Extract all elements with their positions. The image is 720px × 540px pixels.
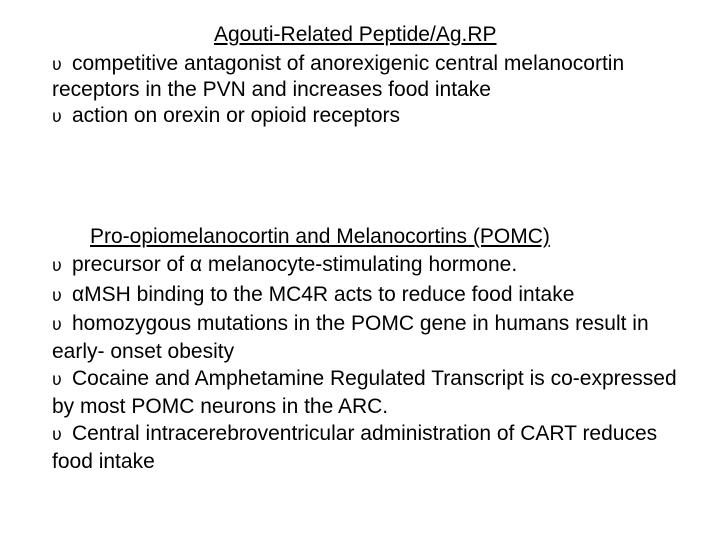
bullet-glyph-icon: υ xyxy=(52,370,62,390)
bullet-text: precursor of α melanocyte-stimulating hormone. xyxy=(72,253,518,276)
section-pomc xyxy=(52,222,692,474)
bullet-text: Central intracerebroventricular administration of CART reduces food intake xyxy=(52,422,658,473)
bullet-item xyxy=(52,421,692,474)
bullet-glyph-icon: υ xyxy=(52,315,62,335)
bullet-text: action on orexin or opioid receptors xyxy=(72,104,401,127)
bullet-item xyxy=(52,104,692,130)
bullet-text: homozygous mutations in the POMC gene in humans result in early- onset obesity xyxy=(52,312,649,363)
bullet-item xyxy=(52,366,692,419)
section-title-agrp: Agouti-Related Peptide/Ag.RP xyxy=(214,23,497,46)
bullet-item xyxy=(52,252,692,280)
bullet-glyph-icon: υ xyxy=(52,256,62,276)
bullet-item xyxy=(52,311,692,364)
bullet-text: αMSH binding to the MC4R acts to reduce food intake xyxy=(72,282,575,306)
bullet-text: Cocaine and Amphetamine Regulated Transcript is co-expressed by most POMC neurons in the ARC. xyxy=(52,367,677,418)
bullet-glyph-icon: υ xyxy=(52,107,62,127)
bullet-text: competitive antagonist of anorexigenic central melanocortin receptors in the PVN and increases food intake xyxy=(52,52,625,101)
bullet-glyph-icon: υ xyxy=(52,285,62,306)
bullet-item xyxy=(52,282,692,310)
bullet-glyph-icon: υ xyxy=(52,425,62,445)
bullet-glyph-icon: υ xyxy=(52,55,62,75)
section-agrp xyxy=(52,20,692,130)
section-title-pomc: Pro-opiomelanocortin and Melanocortins (POMC) xyxy=(90,225,550,248)
bullet-item xyxy=(52,52,692,102)
